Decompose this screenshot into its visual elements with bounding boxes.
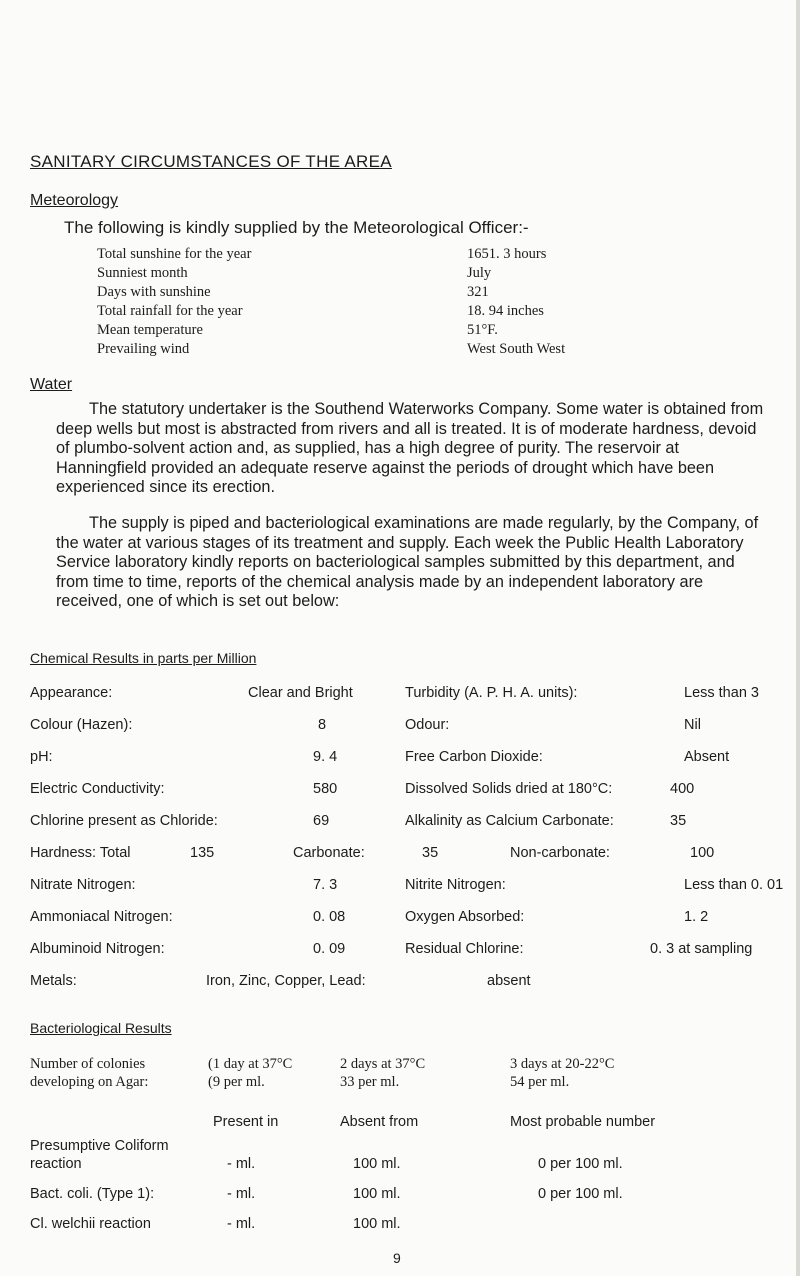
co2-value: Absent [684, 749, 730, 765]
dissolved-label: Dissolved Solids dried at 180°C: [405, 781, 613, 797]
odour-value: Nil [684, 717, 701, 733]
meteorology-intro: The following is kindly supplied by the Meteorological Officer:- [64, 218, 529, 237]
met-value: 18. 94 inches [467, 303, 544, 319]
nitrate-value: 7. 3 [313, 877, 338, 893]
paragraph-text: The supply is piped and bacteriological examinations are made regularly, by the Company, of the water at various stages of its treatment and supply. Each week the Public Health Laboratory Service laboratory kindly reports on bacteriological samples submitted by this department, and from time to time, reports of the chemical analysis made by an independent laboratory are received, one of which is set out below: [56, 514, 759, 611]
bact-coli-mpn: 0 per 100 ml. [538, 1186, 623, 1202]
colour-value: 8 [318, 717, 327, 733]
turbidity-label: Turbidity (A. P. H. A. units): [405, 685, 578, 701]
hardness-label: Hardness: Total [30, 845, 131, 861]
appearance-label: Appearance: [30, 685, 113, 701]
bacteriological-heading: Bacteriological Results [30, 1020, 172, 1036]
column-header-absent: Absent from [340, 1114, 419, 1130]
nitrite-value: Less than 0. 01 [684, 877, 784, 893]
coliform-mpn: 0 per 100 ml. [538, 1156, 623, 1172]
welchii-present: - ml. [227, 1216, 256, 1232]
colony-count-2days: 33 per ml. [340, 1074, 400, 1090]
conductivity-label: Electric Conductivity: [30, 781, 165, 797]
bact-coli-present: - ml. [227, 1186, 256, 1202]
met-value: July [467, 265, 492, 281]
nitrite-label: Nitrite Nitrogen: [405, 877, 506, 893]
colonies-label: developing on Agar: [30, 1074, 149, 1090]
met-value: West South West [467, 341, 566, 357]
chemical-heading: Chemical Results in parts per Million [30, 650, 257, 666]
oxygen-value: 1. 2 [684, 909, 709, 925]
met-label: Mean temperature [97, 322, 203, 338]
chlorine-value: 69 [313, 813, 330, 829]
colony-count-3days: 54 per ml. [510, 1074, 570, 1090]
albuminoid-label: Albuminoid Nitrogen: [30, 941, 165, 957]
residual-label: Residual Chlorine: [405, 941, 524, 957]
noncarbonate-value: 100 [690, 845, 715, 861]
page-edge-shadow [796, 0, 800, 1276]
noncarbonate-label: Non-carbonate: [510, 845, 610, 861]
chlorine-label: Chlorine present as Chloride: [30, 813, 218, 829]
page-number: 9 [393, 1250, 401, 1266]
ammoniacal-label: Ammoniacal Nitrogen: [30, 909, 173, 925]
colonies-label: Number of colonies [30, 1056, 146, 1072]
water-heading: Water [30, 376, 73, 393]
column-header-mpn: Most probable number [510, 1114, 656, 1130]
met-value: 321 [467, 284, 489, 300]
residual-value: 0. 3 at sampling [650, 941, 753, 957]
colony-count-2days: 2 days at 37°C [340, 1056, 426, 1072]
odour-label: Odour: [405, 717, 450, 733]
carbonate-value: 35 [422, 845, 439, 861]
appearance-value: Clear and Bright [248, 685, 353, 701]
conductivity-value: 580 [313, 781, 338, 797]
dissolved-value: 400 [670, 781, 695, 797]
met-label: Total rainfall for the year [97, 303, 243, 319]
column-header-present: Present in [213, 1114, 279, 1130]
ammoniacal-value: 0. 08 [313, 909, 346, 925]
met-label: Total sunshine for the year [97, 246, 252, 262]
colony-count-3days: 3 days at 20-22°C [510, 1056, 615, 1072]
met-label: Prevailing wind [97, 341, 190, 357]
carbonate-label: Carbonate: [293, 845, 365, 861]
oxygen-label: Oxygen Absorbed: [405, 909, 525, 925]
coliform-absent: 100 ml. [353, 1156, 401, 1172]
co2-label: Free Carbon Dioxide: [405, 749, 543, 765]
coliform-label: reaction [30, 1156, 82, 1172]
colony-count-1day: (9 per ml. [208, 1074, 265, 1090]
ph-value: 9. 4 [313, 749, 338, 765]
alkalinity-value: 35 [670, 813, 687, 829]
colour-label: Colour (Hazen): [30, 717, 133, 733]
metals-label: Metals: [30, 973, 77, 989]
page-title: SANITARY CIRCUMSTANCES OF THE AREA [30, 152, 392, 171]
albuminoid-value: 0. 09 [313, 941, 346, 957]
metals-value: Iron, Zinc, Copper, Lead: [206, 973, 366, 989]
met-label: Days with sunshine [97, 284, 211, 300]
welchii-label: Cl. welchii reaction [30, 1216, 151, 1232]
water-paragraph-1 [56, 400, 768, 498]
coliform-present: - ml. [227, 1156, 256, 1172]
alkalinity-label: Alkalinity as Calcium Carbonate: [405, 813, 614, 829]
metals-result: absent [487, 973, 531, 989]
hardness-total-value: 135 [190, 845, 215, 861]
met-value: 1651. 3 hours [467, 246, 547, 262]
nitrate-label: Nitrate Nitrogen: [30, 877, 136, 893]
bact-coli-label: Bact. coli. (Type 1): [30, 1186, 155, 1202]
paragraph-text: The statutory undertaker is the Southend Waterworks Company. Some water is obtained from deep wells but most is abstracted from rivers and all is treated. It is of moderate hardness, devoid of plumbo-solvent action and, as supplied, has a high degree of purity. The reservoir at Hanningfield provided an adequate reserve against the periods of drought which have been experienced since its erection. [56, 400, 764, 497]
meteorology-heading: Meteorology [30, 192, 119, 209]
bact-coli-absent: 100 ml. [353, 1186, 401, 1202]
welchii-absent: 100 ml. [353, 1216, 401, 1232]
ph-label: pH: [30, 749, 53, 765]
coliform-label: Presumptive Coliform [30, 1138, 169, 1154]
met-value: 51°F. [467, 322, 498, 338]
water-paragraph-2 [56, 514, 768, 612]
met-label: Sunniest month [97, 265, 188, 281]
turbidity-value: Less than 3 [684, 685, 759, 701]
colony-count-1day: (1 day at 37°C [208, 1056, 293, 1072]
